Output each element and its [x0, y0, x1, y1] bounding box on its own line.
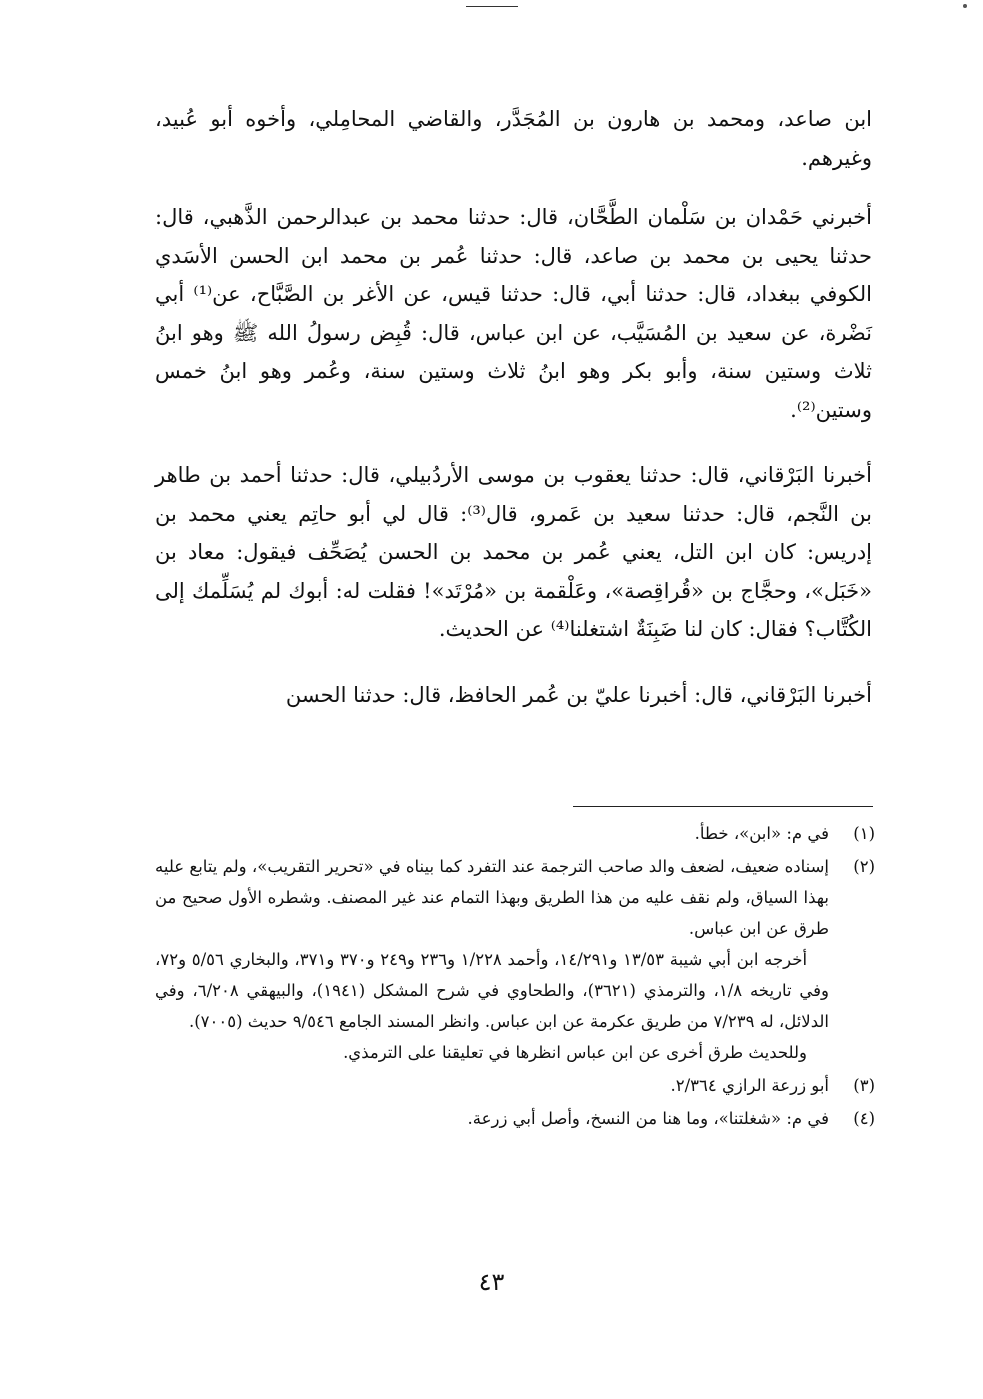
page-number: ٤٣: [478, 1268, 505, 1296]
footnote-4: [155, 1103, 875, 1134]
footnote-body: [155, 1103, 829, 1134]
footnote-3: [155, 1070, 875, 1101]
paragraph-4: أخبرنا البَرْقاني، قال: أخبرنا عليّ بن عُمر الحافظ، قال: حدثنا الحسن: [285, 682, 872, 707]
scan-speck: [963, 4, 967, 8]
footnote-text: إسناده ضعيف، لضعف والد صاحب الترجمة عند التفرد كما بيناه في «تحرير التقريب»، ولم يتابع عليه بهذا السياق، ولم نقف عليه من هذا الطريق وبهذا التمام عند غير المصنف. وشطره الأول صحيح من طرق عن ابن عباس.: [155, 857, 829, 938]
footnote-number: (٤): [853, 1109, 875, 1128]
footnote-number: (٢): [853, 857, 875, 876]
footnote-body: [155, 1070, 829, 1101]
footnotes: [155, 818, 875, 1136]
footnote-text: في م: «ابن»، خطأ.: [694, 824, 829, 843]
paragraph-3: أخبرنا البَرْقاني، قال: حدثنا يعقوب بن موسى الأردُبيلي، قال: حدثنا أحمد بن طاهر بن النَّجم، قال: حدثنا سعيد بن عَمرو، قال⁽³⁾: قال لي أبو حاتِم يعني محمد بن إدريس: كان ابن التل، يعني عُمر بن محمد بن الحسن يُصَحِّف فيقول: معاد بن «خَبَل»، وحجَّاج بن «قُراقِصة»، وعَلْقمة بن «مُرْتَد»! فقلت له: أبوك لم يُسَلِّمك إلى الكُتَّاب؟ فقال: كان لنا ضَبِنَةٌ اشتغلنا⁽⁴⁾ عن الحديث.: [155, 463, 872, 641]
footnote-text: في م: «شغلتنا»، وما هنا من النسخ، وأصل أبي زرعة.: [467, 1109, 829, 1128]
footnote-number: (١): [853, 824, 875, 843]
header-rule: [466, 6, 518, 7]
paragraph-2: أخبرني حَمْدان بن سَلْمان الطَّحَّان، قال: حدثنا محمد بن عبدالرحمن الذَّهبي، قال: حدثنا يحيى بن محمد بن صاعد، قال: حدثنا عُمر بن محمد ابن الحسن الأسَدي الكوفي ببغداد، قال: حدثنا أبي، قال: حدثنا قيس، عن الأغر بن الصَّبَّاح، عن⁽¹⁾ أبي نَضْرة، عن سعيد بن المُسَيَّب، عن ابن عباس، قال: قُبِض رسولُ الله ﷺ وهو ابنُ ثلاث وستين سنة، وأبو بكر وهو ابنُ ثلاث وستين سنة، وعُمر وهو ابنُ خمس وستين⁽²⁾.: [155, 205, 872, 422]
footnote-2: [155, 851, 875, 1068]
footnote-divider: [573, 806, 873, 807]
footnote-text-extra: وللحديث طرق أخرى عن ابن عباس انظرها في تعليقنا على الترمذي.: [343, 1043, 807, 1062]
footnote-number: (٣): [853, 1076, 875, 1095]
footnote-text-extra: أخرجه ابن أبي شيبة ١٣/٥٣ و١٤/٢٩١، وأحمد ١/٢٢٨ و٢٣٦ و٢٤٩ و٣٧٠ و٣٧١، والبخاري ٥/٥٦ و٧٢، وفي تاريخه ١/٨، والترمذي (٣٦٢١)، والطحاوي في شرح المشكل (١٩٤١)، والبيهقي ٦/٢٠٨، وفي الدلائل، له ٧/٢٣٩ من طريق عكرمة عن ابن عباس. وانظر المسند الجامع ٩/٥٤٦ حديث (٧٠٠٥).: [155, 950, 829, 1031]
paragraph-1: ابن صاعد، ومحمد بن هارون بن المُجَدَّر، والقاضي المحامِلي، وأخوه أبو عُبيد، وغيرهم.: [155, 107, 872, 170]
footnote-body: [155, 818, 829, 849]
main-text: [155, 100, 872, 714]
footnote-text: أبو زرعة الرازي ٢/٣٦٤.: [670, 1076, 829, 1095]
footnote-1: [155, 818, 875, 849]
footnote-body: [155, 851, 829, 1068]
